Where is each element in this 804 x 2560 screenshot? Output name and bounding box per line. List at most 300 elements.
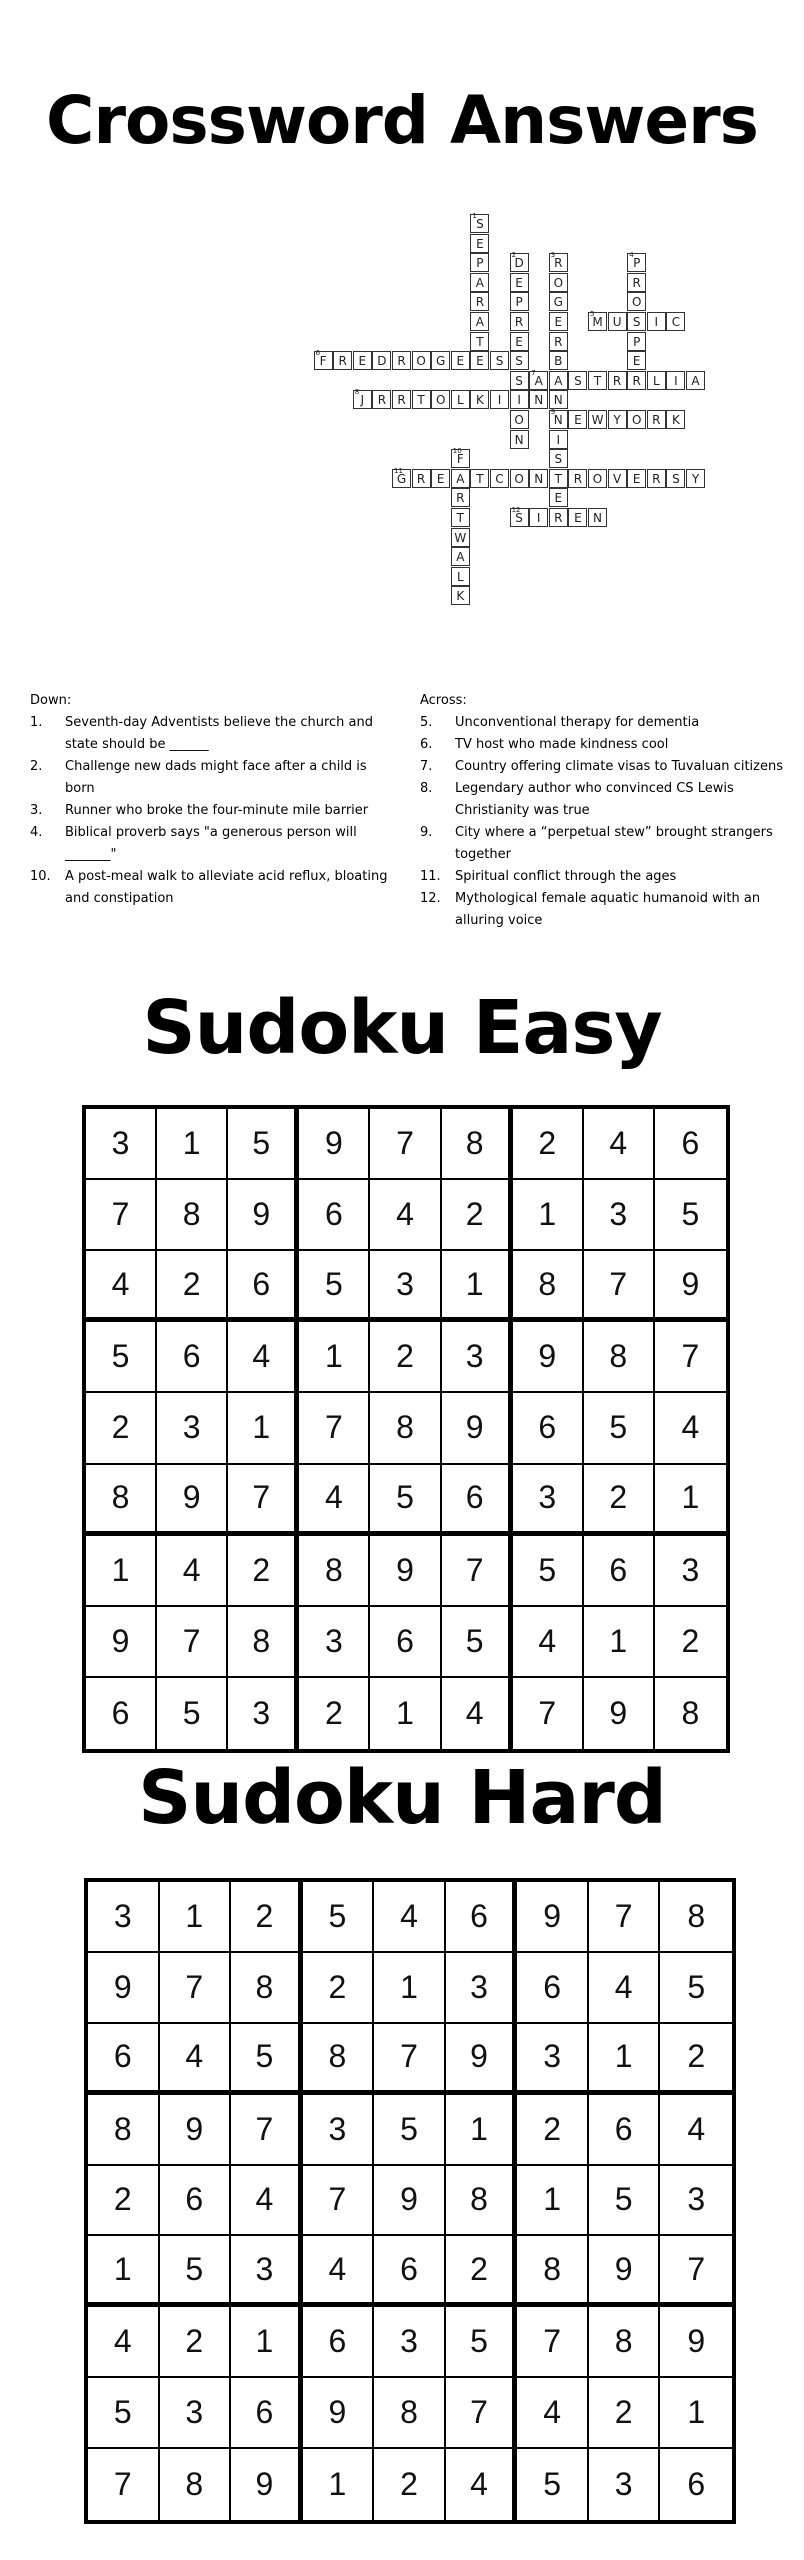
crossword-cell: [627, 410, 646, 429]
cell-letter: G: [396, 471, 407, 486]
cell-letter: W: [454, 530, 467, 545]
across-clues: [420, 690, 790, 932]
cell-letter: O: [416, 354, 426, 369]
sudoku-cell: 1: [160, 1882, 232, 1953]
sudoku-cell: 7: [446, 2378, 518, 2449]
crossword-cell: [588, 410, 607, 429]
crossword-cell: [451, 567, 470, 586]
sudoku-cell: 3: [660, 2166, 732, 2237]
cell-letter: L: [456, 569, 464, 584]
crossword-cell: [588, 371, 607, 390]
crossword-cell: [451, 547, 470, 566]
sudoku-cell: 8: [374, 2378, 446, 2449]
sudoku-cell: 7: [231, 2095, 303, 2166]
down-heading: Down:: [30, 693, 72, 708]
sudoku-cell: 7: [299, 1393, 370, 1464]
crossword-cell: [647, 371, 666, 390]
sudoku-cell: 1: [88, 2236, 160, 2307]
sudoku-cell: 6: [513, 1393, 584, 1464]
sudoku-cell: 9: [160, 2095, 232, 2166]
sudoku-cell: 2: [374, 2449, 446, 2520]
cell-letter: D: [377, 354, 387, 369]
sudoku-cell: 9: [517, 1882, 589, 1953]
clue-text: Biblical proverb says "a generous person will _______": [65, 825, 357, 862]
sudoku-cell: 4: [157, 1536, 228, 1607]
crossword-cell: [412, 469, 431, 488]
clue-text: Runner who broke the four-minute mile barrier: [65, 803, 369, 818]
sudoku-cell: 9: [303, 2378, 375, 2449]
cell-letter: A: [534, 373, 543, 388]
cell-letter: N: [514, 432, 524, 447]
sudoku-cell: 7: [513, 1678, 584, 1749]
crossword-cell: [549, 371, 568, 390]
sudoku-cell: 1: [228, 1393, 299, 1464]
cell-letter: E: [554, 491, 563, 506]
sudoku-cell: 2: [589, 2378, 661, 2449]
clue-number-label: 1: [472, 212, 477, 220]
crossword-cell: [451, 586, 470, 605]
crossword-title: Crossword Answers: [46, 82, 758, 159]
sudoku-cell: 6: [517, 1953, 589, 2024]
sudoku-cell: 6: [584, 1536, 655, 1607]
sudoku-cell: 6: [231, 2378, 303, 2449]
sudoku-cell: 9: [660, 2307, 732, 2378]
sudoku-cell: 3: [228, 1678, 299, 1749]
cell-letter: I: [556, 432, 561, 447]
crossword-cell: [510, 469, 529, 488]
crossword-cell: [353, 351, 372, 370]
crossword-cell: [568, 508, 587, 527]
sudoku-cell: 2: [370, 1322, 441, 1393]
crossword-cell: [470, 292, 489, 311]
sudoku-cell: 4: [299, 1465, 370, 1536]
cell-letter: W: [591, 413, 604, 427]
cell-letter: E: [515, 275, 523, 290]
cell-letter: O: [592, 471, 603, 486]
cell-letter: S: [515, 373, 523, 388]
crossword-cell: [666, 312, 685, 331]
cell-letter: E: [436, 471, 445, 486]
sudoku-cell: 3: [88, 1882, 160, 1953]
cell-letter: C: [495, 471, 504, 486]
clue-number: 1.: [30, 715, 43, 730]
sudoku-cell: 3: [446, 1953, 518, 2024]
crossword-cell: [549, 351, 568, 370]
sudoku-cell: 9: [584, 1678, 655, 1749]
sudoku-cell: 8: [442, 1109, 513, 1180]
crossword-cell: [627, 292, 646, 311]
down-clue: [30, 800, 400, 822]
cell-letter: S: [632, 315, 641, 329]
crossword-cell: [647, 410, 666, 429]
cell-letter: Y: [613, 413, 621, 427]
cell-letter: P: [476, 256, 484, 271]
cell-letter: E: [358, 354, 367, 369]
cell-letter: G: [436, 354, 446, 369]
crossword-cell: [470, 351, 489, 370]
cell-letter: R: [652, 413, 661, 427]
sudoku-cell: 1: [655, 1465, 726, 1536]
crossword-cell: [588, 508, 607, 527]
sudoku-cell: 1: [442, 1251, 513, 1322]
crossword-cell: [392, 466, 411, 488]
crossword-cell: [353, 390, 372, 409]
sudoku-cell: 1: [299, 1322, 370, 1393]
sudoku-cell: 2: [231, 1882, 303, 1953]
crossword-cell: [490, 390, 509, 409]
clue-number: 5.: [420, 715, 433, 730]
sudoku-cell: 2: [228, 1536, 299, 1607]
sudoku-cell: 2: [86, 1393, 157, 1464]
clue-number-label: 4: [629, 251, 634, 260]
crossword-cell: [608, 312, 627, 331]
sudoku-cell: 8: [513, 1251, 584, 1322]
cell-letter: A: [475, 315, 484, 329]
sudoku-easy-title: Sudoku Easy: [142, 985, 662, 1071]
sudoku-cell: 5: [228, 1109, 299, 1180]
crossword-cell: [529, 508, 548, 527]
sudoku-cell: 9: [446, 2024, 518, 2095]
sudoku-cell: 8: [370, 1393, 441, 1464]
sudoku-cell: 1: [374, 1953, 446, 2024]
sudoku-cell: 1: [86, 1536, 157, 1607]
crossword-cell: [510, 253, 529, 272]
cell-letter: V: [612, 471, 622, 486]
sudoku-cell: 8: [584, 1322, 655, 1393]
cell-letter: A: [554, 373, 563, 388]
across-clue: [420, 756, 790, 778]
cell-letter: E: [554, 315, 563, 329]
clue-number: 4.: [30, 825, 43, 840]
sudoku-cell: 7: [157, 1607, 228, 1678]
crossword-cell: [549, 292, 568, 311]
clue-text: Seventh-day Adventists believe the church and state should be ______: [65, 715, 374, 752]
cell-letter: R: [456, 491, 465, 506]
crossword-cell: [510, 312, 529, 331]
cell-letter: R: [632, 275, 641, 290]
crossword-cell: [392, 351, 411, 370]
sudoku-cell: 5: [157, 1678, 228, 1749]
crossword-cell: [627, 273, 646, 292]
cell-letter: N: [593, 511, 602, 525]
sudoku-cell: 6: [299, 1180, 370, 1251]
clue-number-label: 5: [590, 310, 595, 318]
sudoku-cell: 1: [303, 2449, 375, 2520]
down-clue: [30, 756, 400, 800]
cell-letter: Y: [691, 471, 700, 486]
cell-letter: R: [475, 295, 485, 310]
sudoku-cell: 1: [157, 1109, 228, 1180]
crossword-cell: [451, 469, 470, 488]
sudoku-cell: 5: [446, 2307, 518, 2378]
cell-letter: S: [495, 354, 504, 369]
clue-number-label: 2: [511, 251, 517, 260]
sudoku-cell: 1: [584, 1607, 655, 1678]
crossword-cell: [686, 469, 705, 488]
cell-letter: C: [671, 315, 681, 329]
sudoku-cell: 6: [303, 2307, 375, 2378]
cell-letter: A: [691, 373, 700, 388]
cell-letter: L: [456, 393, 464, 408]
crossword-cell: [686, 371, 705, 390]
cell-letter: R: [573, 471, 583, 486]
sudoku-cell: 2: [517, 2095, 589, 2166]
sudoku-cell: 9: [374, 2166, 446, 2237]
clue-number: 8.: [420, 781, 433, 796]
cell-letter: B: [554, 354, 563, 369]
crossword-cell: [627, 371, 646, 390]
sudoku-cell: 8: [231, 1953, 303, 2024]
cell-letter: F: [319, 354, 327, 369]
sudoku-easy-grid: [82, 1105, 730, 1753]
cell-letter: R: [612, 373, 622, 388]
across-clue: [420, 778, 790, 822]
clue-text: Unconventional therapy for dementia: [455, 715, 700, 730]
sudoku-cell: 5: [86, 1322, 157, 1393]
crossword-cell: [431, 390, 450, 409]
crossword-cell: [647, 312, 666, 331]
cell-letter: N: [534, 471, 544, 486]
crossword-cell: [588, 469, 607, 488]
sudoku-cell: 3: [517, 2024, 589, 2095]
sudoku-cell: 1: [370, 1678, 441, 1749]
crossword-cell: [627, 351, 646, 370]
crossword-cell: [470, 253, 489, 272]
crossword-cell: [529, 368, 548, 390]
cell-letter: G: [553, 295, 563, 310]
cell-letter: E: [574, 413, 582, 427]
sudoku-cell: 6: [589, 2095, 661, 2166]
sudoku-cell: 8: [303, 2024, 375, 2095]
crossword-cell: [510, 351, 529, 370]
sudoku-hard-grid: [84, 1878, 736, 2524]
crossword-cell: [549, 449, 568, 468]
sudoku-cell: 4: [228, 1322, 299, 1393]
clue-text: A post-meal walk to alleviate acid reflux, bloating and constipation: [65, 869, 388, 906]
clue-number-label: 9: [550, 408, 556, 416]
crossword-cell: [451, 488, 470, 507]
sudoku-cell: 4: [374, 1882, 446, 1953]
sudoku-cell: 3: [589, 2449, 661, 2520]
crossword-cell: [470, 332, 489, 351]
cell-letter: E: [476, 354, 484, 369]
sudoku-cell: 6: [157, 1322, 228, 1393]
clue-number-label: 12: [511, 506, 521, 514]
clue-number: 9.: [420, 825, 433, 840]
cell-letter: E: [632, 471, 641, 486]
down-clues: [30, 690, 400, 910]
sudoku-cell: 8: [88, 2095, 160, 2166]
sudoku-cell: 5: [589, 2166, 661, 2237]
sudoku-cell: 8: [299, 1536, 370, 1607]
sudoku-cell: 5: [660, 1953, 732, 2024]
crossword-cell: [470, 390, 489, 409]
sudoku-cell: 4: [370, 1180, 441, 1251]
sudoku-cell: 3: [157, 1393, 228, 1464]
cell-letter: S: [515, 511, 523, 525]
sudoku-cell: 7: [86, 1180, 157, 1251]
sudoku-cell: 3: [584, 1180, 655, 1251]
sudoku-cell: 9: [513, 1322, 584, 1393]
cell-letter: I: [536, 511, 541, 525]
sudoku-cell: 7: [589, 1882, 661, 1953]
cell-letter: J: [360, 393, 365, 408]
clue-text: Challenge new dads might face after a child is born: [65, 759, 367, 796]
sudoku-cell: 7: [374, 2024, 446, 2095]
sudoku-cell: 9: [157, 1465, 228, 1536]
cell-letter: S: [476, 217, 484, 231]
crossword-cell: [549, 273, 568, 292]
clue-number: 7.: [420, 759, 433, 774]
sudoku-cell: 8: [589, 2307, 661, 2378]
cell-letter: L: [652, 373, 660, 388]
cell-letter: E: [632, 354, 641, 369]
sudoku-cell: 3: [513, 1465, 584, 1536]
clue-number-label: 10: [452, 447, 462, 456]
cell-letter: R: [514, 315, 524, 329]
sudoku-cell: 5: [513, 1536, 584, 1607]
clue-text: Mythological female aquatic humanoid with an alluring voice: [455, 891, 761, 928]
sudoku-cell: 1: [660, 2378, 732, 2449]
cell-letter: O: [514, 471, 524, 486]
cell-letter: R: [338, 354, 347, 369]
across-heading: Across:: [420, 693, 467, 708]
sudoku-cell: 9: [231, 2449, 303, 2520]
sudoku-cell: 3: [299, 1607, 370, 1678]
crossword-cell: [451, 390, 470, 409]
cell-letter: N: [553, 393, 563, 408]
cell-letter: R: [554, 256, 563, 271]
sudoku-cell: 9: [370, 1536, 441, 1607]
sudoku-cell: 2: [655, 1607, 726, 1678]
sudoku-cell: 5: [370, 1465, 441, 1536]
sudoku-cell: 4: [517, 2378, 589, 2449]
cell-letter: D: [514, 256, 524, 271]
sudoku-cell: 4: [513, 1607, 584, 1678]
sudoku-cell: 3: [655, 1536, 726, 1607]
crossword-cell: [627, 312, 646, 331]
sudoku-cell: 8: [517, 2236, 589, 2307]
sudoku-cell: 5: [231, 2024, 303, 2095]
crossword-cell: [490, 469, 509, 488]
sudoku-cell: 8: [157, 1180, 228, 1251]
crossword-cell: [510, 410, 529, 429]
sudoku-cell: 9: [228, 1180, 299, 1251]
cell-letter: S: [515, 354, 523, 369]
sudoku-cell: 3: [160, 2378, 232, 2449]
cell-letter: T: [593, 373, 602, 388]
crossword-cell: [412, 351, 431, 370]
crossword-cell: [451, 528, 470, 547]
sudoku-cell: 9: [86, 1607, 157, 1678]
cell-letter: A: [475, 275, 484, 290]
crossword-cell: [510, 430, 529, 449]
clue-number-label: 8: [354, 388, 360, 397]
crossword-cell: [549, 508, 568, 527]
sudoku-cell: 3: [374, 2307, 446, 2378]
sudoku-cell: 7: [442, 1536, 513, 1607]
cell-letter: I: [517, 393, 521, 408]
cell-letter: R: [397, 393, 406, 408]
cell-letter: S: [574, 373, 582, 388]
crossword-cell: [510, 390, 529, 409]
crossword-cell: [568, 469, 587, 488]
cell-letter: E: [515, 334, 523, 349]
crossword-cell: [549, 253, 568, 272]
sudoku-cell: 3: [370, 1251, 441, 1322]
sudoku-cell: 4: [660, 2095, 732, 2166]
crossword-cell: [510, 371, 529, 390]
crossword-cell: [510, 508, 529, 527]
sudoku-cell: 2: [303, 1953, 375, 2024]
sudoku-cell: 8: [228, 1607, 299, 1678]
cell-letter: S: [672, 471, 680, 486]
cell-letter: A: [456, 471, 465, 486]
cell-letter: T: [456, 511, 464, 525]
cell-letter: K: [475, 393, 484, 408]
crossword-cell: [451, 508, 470, 527]
sudoku-cell: 5: [88, 2378, 160, 2449]
sudoku-cell: 7: [660, 2236, 732, 2307]
sudoku-cell: 4: [584, 1109, 655, 1180]
crossword-cell: [627, 332, 646, 351]
sudoku-cell: 6: [88, 2024, 160, 2095]
cell-letter: A: [456, 550, 465, 565]
sudoku-cell: 5: [517, 2449, 589, 2520]
cell-letter: E: [574, 511, 582, 525]
clue-text: Legendary author who convinced CS Lewis Christianity was true: [455, 781, 734, 818]
clue-text: Spiritual conflict through the ages: [455, 869, 677, 884]
crossword-cell: [588, 312, 607, 331]
across-clue: [420, 712, 790, 734]
sudoku-cell: 1: [231, 2307, 303, 2378]
crossword-cell: [451, 449, 470, 468]
cell-letter: O: [553, 275, 564, 290]
crossword-cell: [549, 332, 568, 351]
sudoku-cell: 2: [513, 1109, 584, 1180]
crossword-cell: [510, 332, 529, 351]
cell-letter: P: [633, 256, 641, 271]
clue-number: 3.: [30, 803, 43, 818]
clue-number: 6.: [420, 737, 433, 752]
crossword-cell: [666, 371, 685, 390]
sudoku-cell: 9: [655, 1251, 726, 1322]
cell-letter: F: [456, 452, 464, 467]
clue-number-label: 6: [315, 349, 321, 358]
sudoku-cell: 9: [88, 1953, 160, 2024]
crossword-cell: [372, 351, 391, 370]
crossword-cell: [549, 488, 568, 507]
across-clue: [420, 866, 790, 888]
sudoku-cell: 5: [584, 1393, 655, 1464]
cell-letter: R: [632, 373, 641, 388]
sudoku-cell: 2: [157, 1251, 228, 1322]
cell-letter: T: [476, 334, 484, 349]
sudoku-cell: 6: [374, 2236, 446, 2307]
sudoku-cell: 5: [303, 1882, 375, 1953]
sudoku-cell: 5: [160, 2236, 232, 2307]
crossword-cell: [431, 469, 450, 488]
sudoku-cell: 7: [655, 1322, 726, 1393]
cell-letter: U: [612, 315, 622, 329]
clue-number-label: 7: [531, 368, 536, 377]
cell-letter: O: [435, 393, 446, 408]
sudoku-cell: 8: [86, 1465, 157, 1536]
sudoku-cell: 6: [655, 1109, 726, 1180]
sudoku-cell: 7: [584, 1251, 655, 1322]
crossword-cell: [666, 410, 685, 429]
crossword-cell: [647, 469, 666, 488]
